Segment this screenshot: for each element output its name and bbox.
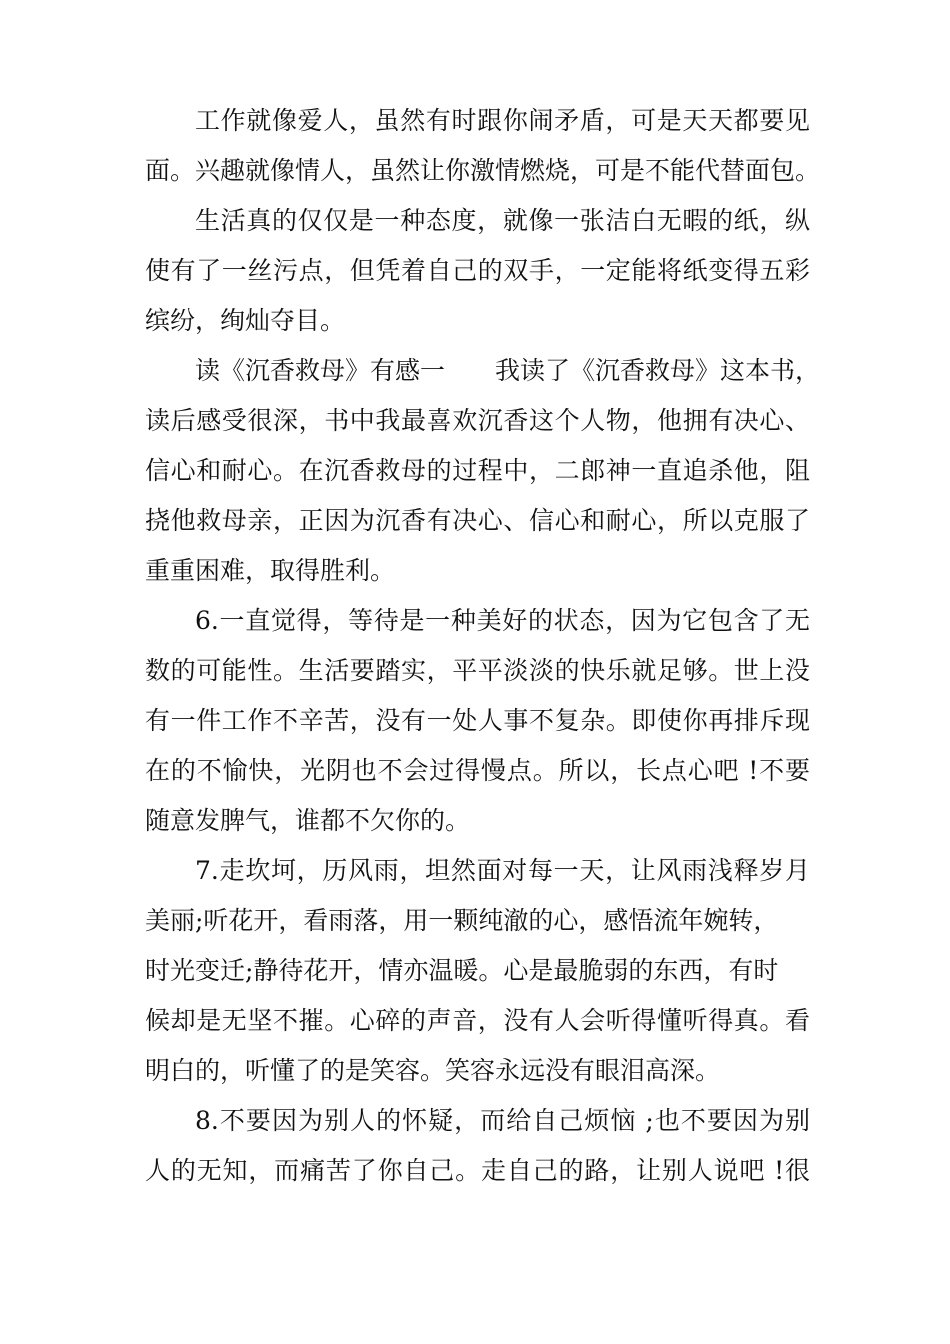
text-line: 缤纷，绚灿夺目。 xyxy=(145,306,346,335)
text-line: 挠他救母亲，正因为沉香有决心、信心和耐心，所以克服了 xyxy=(145,506,810,535)
text-line: 随意发脾气，谁都不欠你的。 xyxy=(145,806,471,835)
document-body xyxy=(145,96,821,1196)
text-line: 7.走坎坷，历风雨，坦然面对每一天，让风雨浅释岁月 xyxy=(195,856,810,885)
text-line: 有一件工作不辛苦，没有一处人事不复杂。即使你再排斥现 xyxy=(145,706,810,735)
text-line: 工作就像爱人，虽然有时跟你闹矛盾，可是天天都要见 xyxy=(195,106,810,135)
text-line: 在的不愉快，光阴也不会过得慢点。所以，长点心吧 !不要 xyxy=(145,756,810,785)
text-line: 读后感受很深，书中我最喜欢沉香这个人物，他拥有决心、 xyxy=(145,406,810,435)
essay-first-sentence: 我读了《沉香救母》这本书， xyxy=(495,356,821,385)
text-line: 数的可能性。生活要踏实，平平淡淡的快乐就足够。世上没 xyxy=(145,656,810,685)
text-line: 明白的，听懂了的是笑容。笑容永远没有眼泪高深。 xyxy=(145,1056,721,1085)
text-line xyxy=(145,346,821,396)
text-line: 生活真的仅仅是一种态度，就像一张洁白无暇的纸，纵 xyxy=(195,206,810,235)
text-line: 重重困难，取得胜利。 xyxy=(145,556,396,585)
text-line: 6.一直觉得，等待是一种美好的状态，因为它包含了无 xyxy=(195,606,810,635)
text-line: 美丽;听花开，看雨落，用一颗纯澈的心，感悟流年婉转， xyxy=(145,906,779,935)
text-line: 信心和耐心。在沉香救母的过程中，二郎神一直追杀他，阻 xyxy=(145,456,810,485)
text-line: 使有了一丝污点，但凭着自己的双手，一定能将纸变得五彩 xyxy=(145,256,810,285)
text-line: 候却是无坚不摧。心碎的声音，没有人会听得懂听得真。看 xyxy=(145,1006,810,1035)
text-line: 8.不要因为别人的怀疑，而给自己烦恼 ;也不要因为别 xyxy=(195,1106,810,1135)
text-line: 时光变迁;静待花开，情亦温暖。心是最脆弱的东西，有时 xyxy=(145,956,779,985)
text-line: 面。兴趣就像情人，虽然让你激情燃烧，可是不能代替面包。 xyxy=(145,156,821,185)
essay-title: 读《沉香救母》有感一 xyxy=(195,356,446,385)
text-line: 人的无知，而痛苦了你自己。走自己的路，让别人说吧 !很 xyxy=(145,1156,810,1185)
